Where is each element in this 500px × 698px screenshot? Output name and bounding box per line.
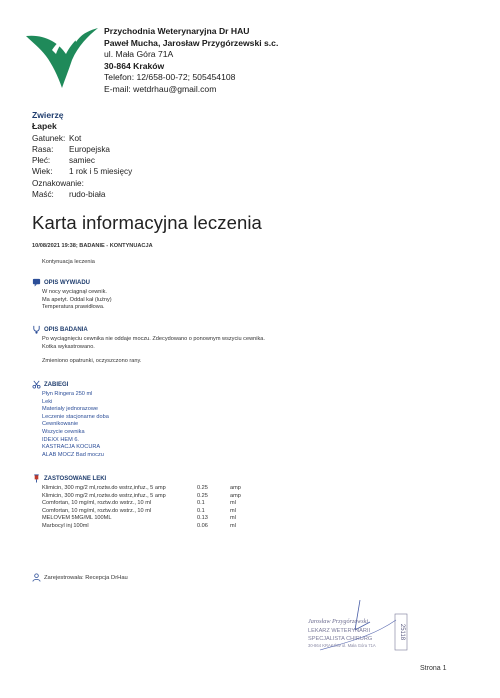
field-value: 1 rok i 5 miesięcy [69,167,133,177]
medication-qty: 0.06 [197,522,208,529]
visit-type: Kontynuacja leczenia [42,259,95,265]
doctor-stamp [300,600,412,662]
medication-unit: ml [230,522,236,529]
stamp-number: 25118 [399,623,405,641]
procedure-item: Materiały jednorazowe [42,406,98,413]
medication-unit: amp [230,485,241,491]
animal-name: Łapek [32,121,57,132]
field-label: Oznakowanie: [32,178,84,188]
interview-line: Ma apetyt. Oddal kał (luźny) [42,296,112,303]
medication-name: Klimicin, 300 mg/2 ml,roztw.do wstrz,infuz., 5 amp [42,492,166,499]
animal-field [32,133,132,144]
clinic-owners: Paweł Mucha, Jarosław Przygórzewski s.c. [104,37,279,48]
registered-by [32,573,128,582]
clinic-phone: Telefon: 12/658-00-72; 505454108 [104,72,236,83]
medication-row [42,508,255,516]
interview-line: W nocy wyciągnął cewnik. [42,289,107,295]
medications-section [32,474,255,531]
field-label: Gatunek: [32,133,66,143]
document-title: Karta informacyjna leczenia [32,212,262,233]
medication-row [42,493,255,501]
clinic-email: E-mail: wetdrhau@gmail.com [104,83,217,94]
medication-qty: 0.1 [197,507,205,514]
visit-header: 10/08/2021 19:38; BADANIE - KONTYNUACJA [32,243,153,249]
procedures-section [32,380,109,459]
exam-section [32,325,265,366]
procedure-item: Płyn Ringera 250 ml [42,391,93,397]
medication-row [42,523,255,531]
animal-field [32,166,132,177]
animal-field [32,144,132,155]
procedure-item: ALAB MOCZ Bad moczu [42,451,104,458]
interview-title: OPIS WYWIADU [44,279,90,286]
syringe-icon [32,474,41,483]
medication-unit: amp [230,492,241,499]
procedure-item: Wszycie cewnika [42,428,85,435]
stamp-signature: Jarosław Przygórzewski [308,618,369,625]
animal-field [32,155,132,166]
registered-text: Zarejestrowała: Recepcja DrHau [44,574,128,581]
procedure-item: KASTRACJA KOCURA [42,444,101,451]
medication-name: Comfortan, 10 mg/ml, roztw.do wstrz., 10 ml [42,507,152,514]
medication-name: MELOVEM 5MG/ML 100ML [42,515,112,522]
medication-row [42,500,255,508]
interview-section [32,278,112,312]
medications-title: ZASTOSOWANE LEKI [44,475,107,482]
field-label: Maść: [32,190,54,200]
interview-line: Temperatura prawidłowa. [42,304,105,311]
procedures-title: ZABIEGI [44,381,69,388]
medication-row [42,515,255,523]
user-icon [32,573,41,582]
clinic-header [104,26,278,96]
animal-field [32,178,132,189]
scissors-icon [32,380,41,389]
interview-heading [32,278,112,287]
animal-section [32,110,132,200]
medication-row [42,485,255,493]
medication-qty: 0.25 [197,492,208,499]
exam-line: Kotka wykastrowano. [42,343,95,350]
medication-qty: 0.1 [197,500,205,507]
animal-field [32,189,132,200]
procedures-heading [32,380,109,389]
page-number: Strona 1 [420,665,447,672]
procedure-item: Leki [42,398,53,405]
clinic-name: Przychodnia Weterynaryjna Dr HAU [104,26,250,36]
medication-unit: ml [230,507,236,514]
speech-icon [32,278,41,287]
medication-name: Comfortan, 10 mg/ml, roztw.do wstrz., 10 ml [42,500,152,507]
field-value: samiec [69,156,95,166]
exam-heading [32,325,265,334]
exam-title: OPIS BADANIA [44,326,88,333]
animal-section-title: Zwierzę [32,110,64,120]
medications-heading [32,474,255,483]
stamp-line3: 30-864 KRAKÓW ul. Mała Góra 71A [308,643,376,648]
field-label: Płeć: [32,156,51,166]
exam-extra: Zmieniono opatrunki, oczyszczono rany. [42,358,142,365]
medication-unit: ml [230,515,236,522]
exam-line: Po wyciągnięciu cewnika nie oddaje moczu. Zdecydowano o ponownym wszyciu cewnika. [42,336,265,342]
medication-qty: 0.13 [197,515,208,522]
medication-name: Klimicin, 300 mg/2 ml,roztw.do wstrz,infuz., 5 amp [42,485,166,491]
field-label: Rasa: [32,144,54,154]
clinic-street: ul. Mała Góra 71A [104,49,174,60]
stamp-line1: LEKARZ WETERYNARII [308,628,371,634]
clinic-city: 30-864 Kraków [104,60,165,71]
stethoscope-icon [32,325,41,334]
procedure-item: Leczenie stacjonarne doba [42,413,109,420]
field-value: rudo-biała [69,190,106,200]
field-value: Kot [69,133,82,143]
medication-name: Marbocyl inj 100ml [42,522,89,529]
medication-unit: ml [230,500,236,507]
procedure-item: IDEXX HEM 6. [42,436,79,443]
medication-qty: 0.25 [197,485,208,491]
clinic-logo [22,20,100,90]
field-value: Europejska [69,144,110,154]
stamp-line2: SPECJALISTA CHIRURG [308,636,373,642]
field-label: Wiek: [32,167,53,177]
procedure-item: Cewnikowanie [42,421,79,428]
